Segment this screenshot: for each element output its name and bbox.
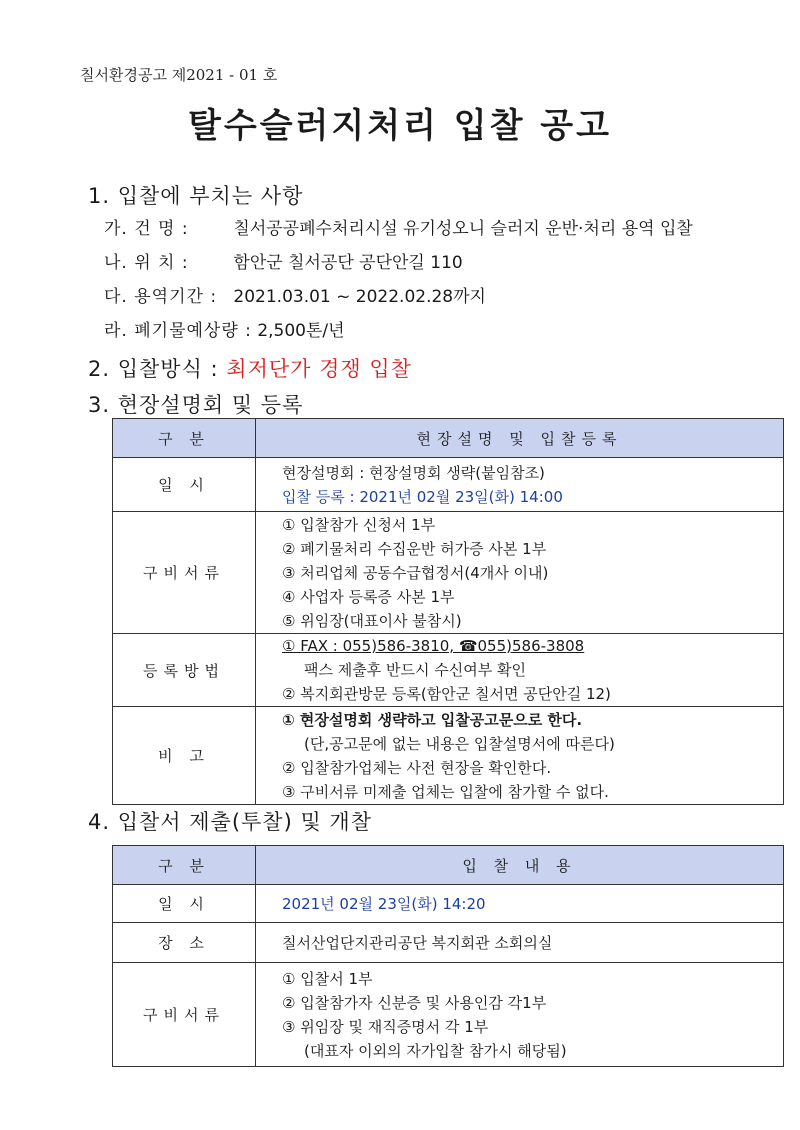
page-title: 탈수슬러지처리 입찰 공고: [188, 106, 612, 146]
row-line: ② 복지회관방문 등록(함안군 칠서면 공단안길 12): [282, 685, 611, 703]
section-1-items: [104, 214, 693, 350]
doc-number: 칠서환경공고 제2021 - 01 호: [80, 66, 278, 84]
row-content: [256, 707, 784, 805]
row-line: ① 입찰서 1부: [282, 969, 373, 988]
row-line: (단,공고문에 없는 내용은 입찰설명서에 따른다): [304, 734, 615, 753]
row-label: 구비서류: [113, 963, 256, 1067]
table-row: [113, 512, 784, 634]
header-category: 구 분: [113, 846, 256, 885]
row-line: ③ 위임장 및 재직증명서 각 1부: [282, 1017, 489, 1036]
table-row: [113, 885, 784, 923]
item-waste-amount: [104, 316, 693, 350]
row-line: ② 입찰참가자 신분증 및 사용인감 각1부: [282, 993, 547, 1012]
header-content: 현장설명 및 입찰등록: [256, 419, 784, 458]
row-content: [256, 885, 784, 923]
row-line: ④ 사업자 등록증 사본 1부: [282, 587, 455, 606]
section-4-heading: 4. 입찰서 제출(투찰) 및 개찰: [88, 810, 372, 834]
row-label: 구비서류: [113, 512, 256, 634]
item-label: 다. 용역기간 :: [104, 287, 218, 307]
bid-submission-table: [112, 845, 784, 1067]
row-label: 일 시: [113, 885, 256, 923]
table-row: [113, 963, 784, 1067]
row-line: ⑤ 위임장(대표이사 불참시): [282, 611, 462, 630]
row-line: ① 현장설명회 생략하고 입찰공고문으로 한다.: [282, 710, 583, 729]
row-line: 팩스 제출후 반드시 수신여부 확인: [304, 661, 526, 679]
row-content: [256, 963, 784, 1067]
section-1-heading: 1. 입찰에 부치는 사항: [88, 184, 304, 208]
table-header-row: [113, 846, 784, 885]
row-line: ② 입찰참가업체는 사전 현장을 확인한다.: [282, 758, 552, 777]
row-line: 2021년 02월 23일(화) 14:20: [282, 894, 486, 913]
row-line: ② 폐기물처리 수집운반 허가증 사본 1부: [282, 539, 547, 558]
fax-phone-line: ① FAX : 055)586-3810, ☎055)586-3808: [282, 637, 585, 655]
item-name: [104, 214, 693, 248]
item-value: 칠서공공폐수처리시설 유기성오니 슬러지 운반·처리 용역 입찰: [233, 219, 693, 239]
row-content: [256, 923, 784, 963]
item-value: 2021.03.01 ~ 2022.02.28까지: [233, 287, 486, 307]
table-row: [113, 458, 784, 512]
table-header-row: [113, 419, 784, 458]
row-content: [256, 458, 784, 512]
row-content: [256, 634, 784, 707]
item-label: 가. 건 명 :: [104, 219, 189, 239]
row-line: ③ 구비서류 미제출 업체는 입찰에 참가할 수 없다.: [282, 782, 609, 801]
row-line: ① 입찰참가 신청서 1부: [282, 515, 436, 534]
row-line: 칠서산업단지관리공단 복지회관 소회의실: [282, 933, 553, 952]
item-period: [104, 282, 693, 316]
item-label: 나. 위 치 :: [104, 253, 189, 273]
row-label: 비 고: [113, 707, 256, 805]
item-label: 라. 폐기물예상량 :: [104, 321, 252, 341]
bidding-method-value: 최저단가 경쟁 입찰: [226, 357, 412, 381]
row-line: 현장설명회 : 현장설명회 생략(붙임참조): [282, 463, 545, 482]
item-value: 2,500톤/년: [257, 321, 345, 341]
section-2-label: 2. 입찰방식 :: [88, 357, 219, 381]
header-category: 구 분: [113, 419, 256, 458]
section-3-heading: 3. 현장설명회 및 등록: [88, 393, 304, 417]
site-briefing-table: [112, 418, 784, 805]
row-content: [256, 512, 784, 634]
row-line: 입찰 등록 : 2021년 02월 23일(화) 14:00: [282, 487, 563, 506]
table-row: [113, 707, 784, 805]
row-label: 일 시: [113, 458, 256, 512]
table-row: [113, 634, 784, 707]
row-label: 장 소: [113, 923, 256, 963]
row-line: ③ 처리업체 공동수급협정서(4개사 이내): [282, 563, 549, 582]
row-line: (대표자 이외의 자가입찰 참가시 해당됨): [304, 1041, 567, 1060]
item-location: [104, 248, 693, 282]
item-value: 함안군 칠서공단 공단안길 110: [233, 253, 463, 273]
header-content: 입 찰 내 용: [256, 846, 784, 885]
row-label: 등록방법: [113, 634, 256, 707]
section-2-heading: [88, 353, 412, 383]
table-row: [113, 923, 784, 963]
